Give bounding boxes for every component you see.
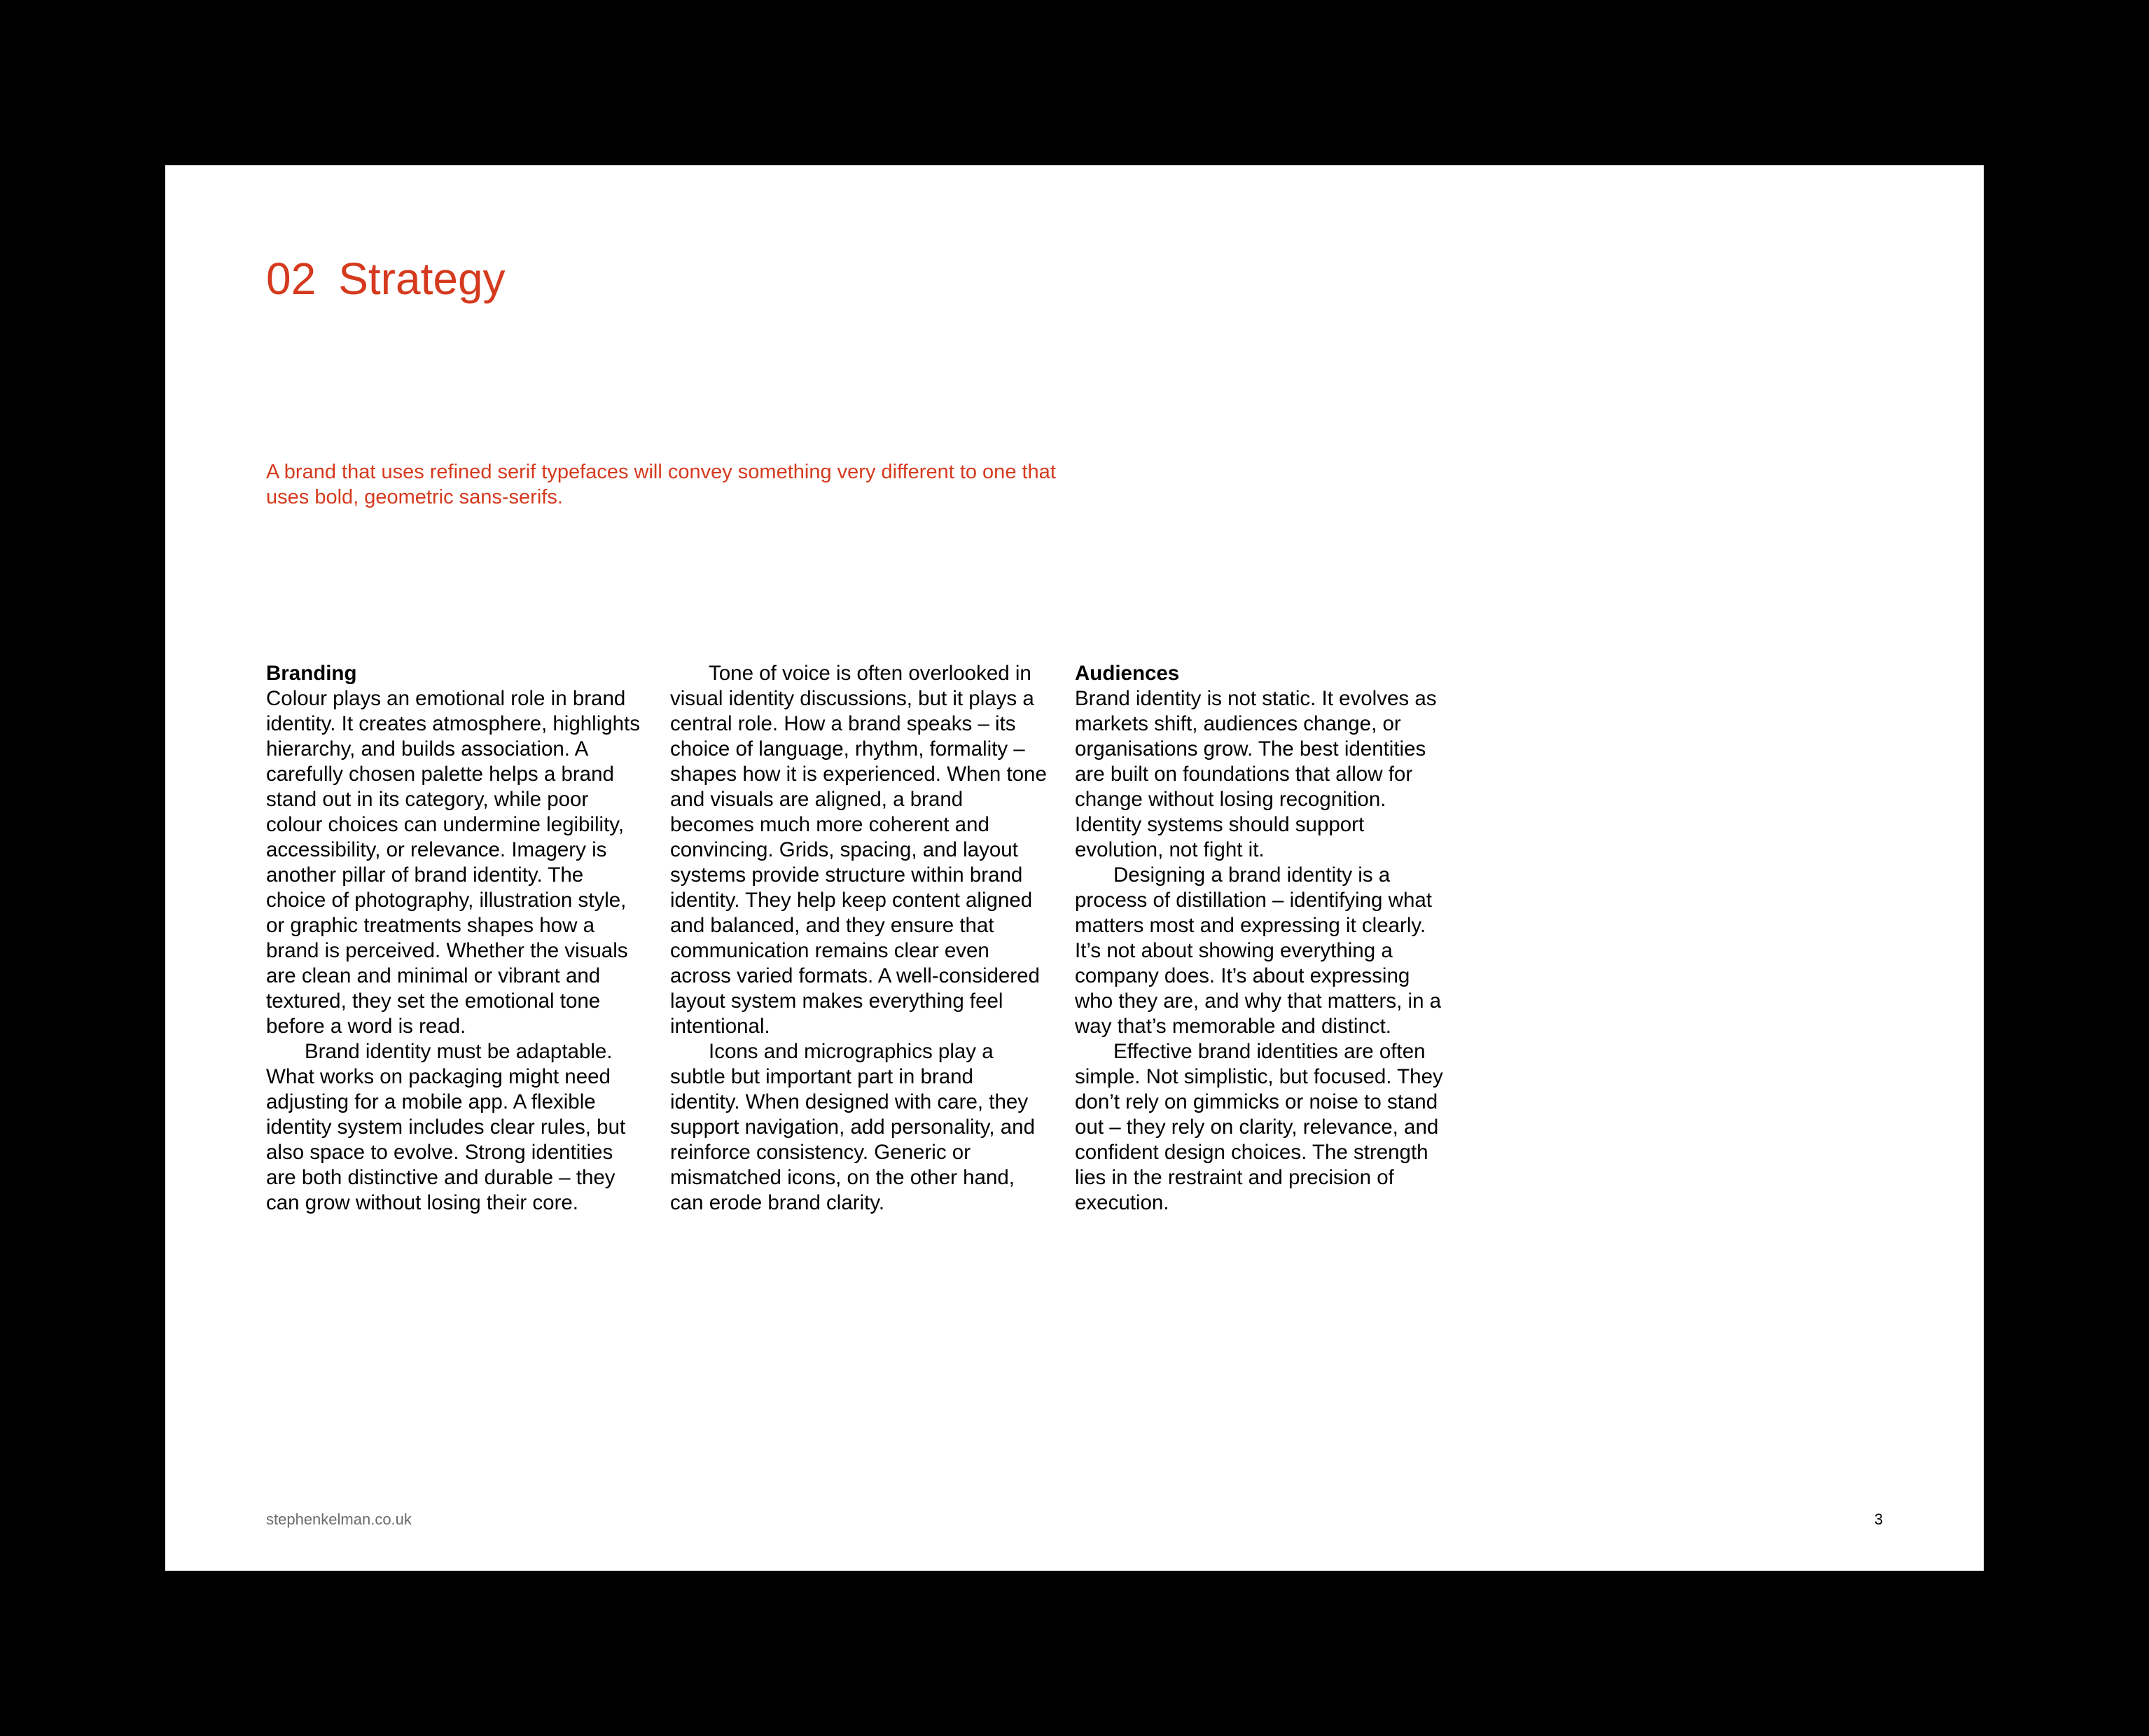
page-number: 3 [1874,1511,1883,1528]
intro-statement: A brand that uses refined serif typefaces will convey something very different to one that uses bold, geometric sans-serifs. [266,461,1056,508]
paragraph: Effective brand identities are often simple. Not simplistic, but focused. They don’t rely on gimmicks or noise to stand out – they rely on clarity, relevance, and confident design choices. The strength lies in the restraint and precision of execution. [1075,1040,1443,1214]
paragraph: Designing a brand identity is a process of distillation – identifying what matters most and expressing it clearly. It’s not about showing everything a company does. It’s about expressing who they are, and why that matters, in a way that’s memorable and distinct. [1075,863,1442,1038]
paragraph: Icons and micrographics play a subtle but important part in brand identity. When designed with care, they support navigation, add personality, and reinforce consistency. Generic or mismatched icons, on the other hand, can erode brand clarity. [670,1040,1035,1214]
footer-url: stephenkelman.co.uk [266,1511,412,1528]
paragraph: Colour plays an emotional role in brand identity. It creates atmosphere, highlights hierarchy, and builds association. A carefully chosen palette helps a brand stand out in its category, while poor colour choices can undermine legibility, accessibility, or relevance. Imagery is another pillar of brand identity. The choice of photography, illustration style, or graphic treatments shapes how a brand is perceived. Whether the visuals are clean and minimal or vibrant and textured, they set the emotional tone before a word is read. [266,687,641,1038]
column-continued [670,661,1048,1216]
paragraph: Tone of voice is often overlooked in visual identity discussions, but it plays a central role. How a brand speaks – its choice of language, rhythm, formality – shapes how it is experienced. When tone and visuals are aligned, a brand becomes much more coherent and convincing. Grids, spacing, and layout systems provide structure within brand identity. They help keep content aligned and balanced, and they ensure that communication remains clear even across varied formats. A well-considered layout system makes everything feel intentional. [670,662,1047,1038]
page-title [266,251,506,307]
section-number: 02 [266,254,317,304]
paragraph: Brand identity is not static. It evolves as markets shift, audiences change, or organisations grow. The best identities are built on foundations that allow for change without losing recognition. Identity systems should support evolution, not fight it. [1075,687,1437,861]
document-page [165,165,1984,1571]
paragraph: Brand identity must be adaptable. What works on packaging might need adjusting for a mobile app. A flexible identity system includes clear rules, but also space to evolve. Strong identities are both distinctive and durable – they can grow without losing their core. [266,1040,626,1214]
column-audiences [1075,661,1453,1216]
column-heading: Audiences [1075,662,1180,685]
column-heading: Branding [266,662,357,685]
column-branding [266,661,644,1216]
section-title: Strategy [338,254,506,304]
